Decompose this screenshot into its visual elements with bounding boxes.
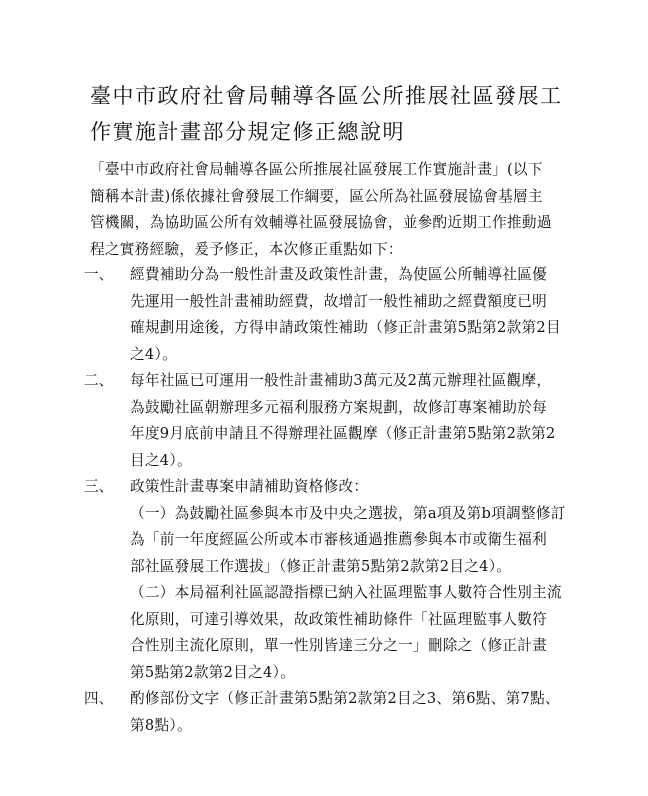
item-line: 之4）。	[130, 345, 177, 363]
intro-paragraph	[90, 157, 580, 263]
sub-item-line: （一）為鼓勵社區參與本市及中央之選拔，第a項及第b項調整修訂	[130, 504, 566, 522]
sub-item	[130, 580, 584, 686]
document-title-line-2: 作實施計畫部分規定修正總說明	[90, 120, 405, 144]
item-line: 每年社區已可運用一般性計畫補助3萬元及2萬元辦理社區觀摩，	[130, 372, 552, 389]
item-text	[130, 686, 584, 739]
list-item	[84, 474, 584, 686]
sub-item-line: （二）本局福利社區認證指標已納入社區理監事人數符合性別主流	[130, 584, 562, 601]
item-line: 第8點）。	[130, 716, 192, 734]
sub-item-line: 第5點第2款第2目之4）。	[130, 663, 296, 681]
intro-line: 程之實務經驗，爰予修正，本次修正重點如下：	[90, 240, 403, 258]
list-item	[84, 368, 584, 474]
intro-line: 簡稱本計畫)係依據社會發展工作綱要，區公所為社區發展協會基層主	[90, 187, 543, 205]
item-line: 確規劃用途後，方得申請政策性補助（修正計畫第5點第2款第2目	[130, 319, 561, 336]
amendment-list	[84, 262, 584, 739]
sub-item-line: 為「前一年度經區公所或本市審核通過推薦參與本市或衛生福利	[130, 531, 548, 548]
item-text	[130, 474, 584, 686]
item-number: 三、	[84, 478, 114, 495]
item-line: 先運用一般性計畫補助經費，故增訂一般性補助之經費額度已明	[130, 292, 548, 310]
item-number: 二、	[84, 372, 114, 389]
sub-item-line: 化原則，可達引導效果，故政策性補助條件「社區理監事人數符	[130, 610, 548, 628]
document-title-line-1: 臺中市政府社會局輔導各區公所推展社區發展工	[90, 84, 563, 108]
item-line: 政策性計畫專案申請補助資格修改：	[130, 478, 369, 495]
item-line: 經費補助分為一般性計畫及政策性計畫，為使區公所輔導社區優	[130, 266, 548, 283]
item-text	[130, 262, 584, 368]
sub-item-line: 合性別主流化原則，單一性別皆達三分之一」刪除之（修正計畫	[130, 637, 548, 654]
item-line: 為鼓勵社區朝辦理多元福利服務方案規劃，故修訂專案補助於每	[130, 398, 548, 416]
item-text	[130, 368, 584, 474]
intro-line: 管機關，為協助區公所有效輔導社區發展協會，並參酌近期工作推動過	[90, 214, 552, 231]
item-number: 四、	[84, 690, 114, 707]
item-line: 目之4）。	[130, 451, 192, 469]
intro-line: 「臺中市政府社會局輔導各區公所推展社區發展工作實施計畫」(以下	[90, 161, 543, 178]
list-item	[84, 686, 584, 739]
item-line: 酌修部份文字（修正計畫第5點第2款第2目之3、第6點、第7點、	[130, 690, 560, 707]
sub-item-line: 部社區發展工作選拔」（修正計畫第5點第2款第2目之4）。	[130, 557, 512, 575]
item-number: 一、	[84, 266, 114, 283]
item-line: 年度9月底前申請且不得辦理社區觀摩（修正計畫第5點第2款第2	[130, 425, 556, 442]
sub-item	[130, 501, 584, 581]
list-item	[84, 262, 584, 368]
